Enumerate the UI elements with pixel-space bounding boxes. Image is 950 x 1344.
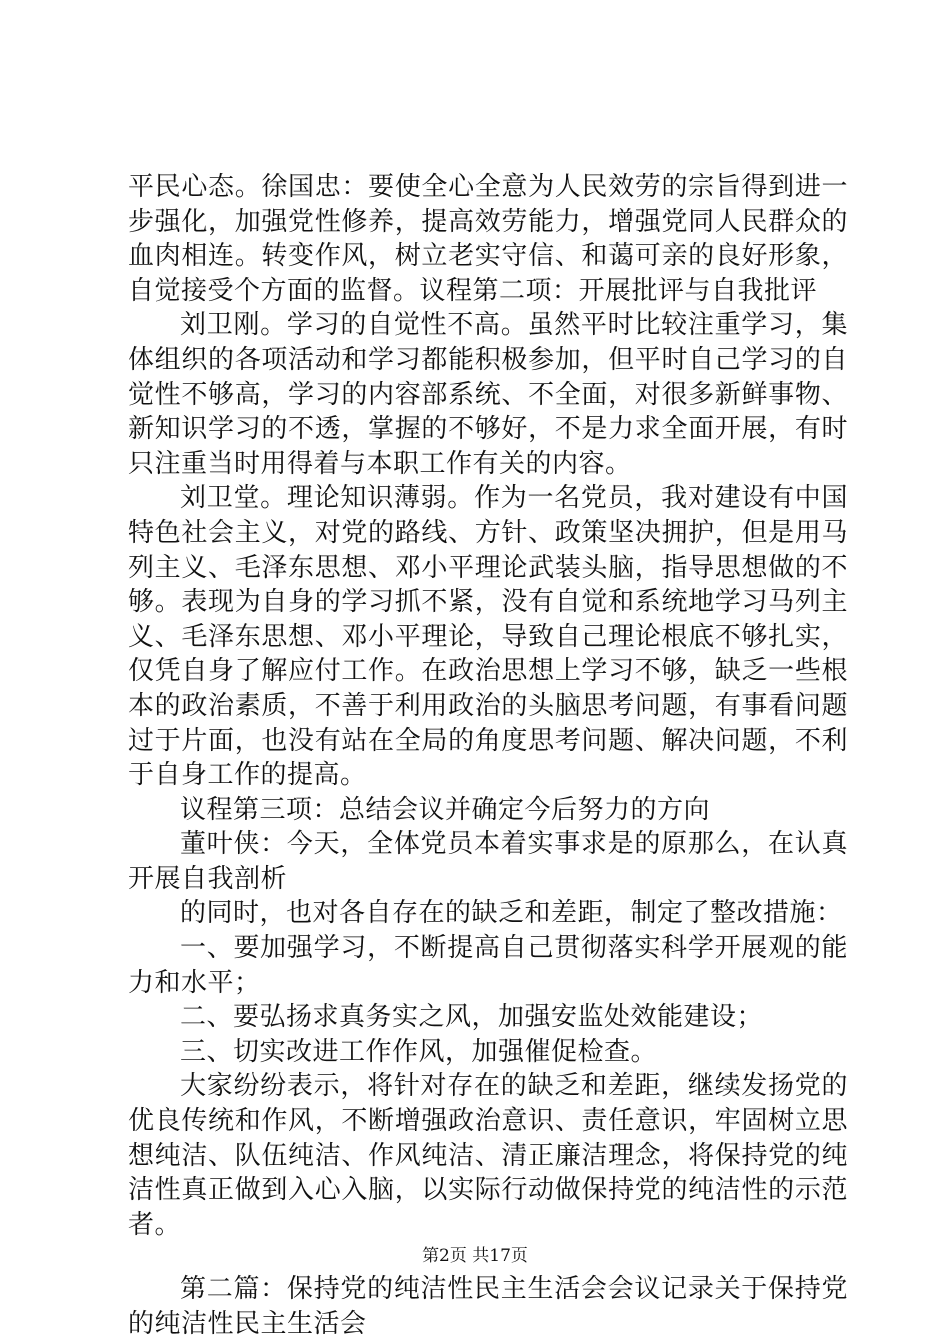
paragraph: 一、要加强学习，不断提高自己贯彻落实科学开展观的能力和水平； — [128, 933, 848, 998]
paragraph: 刘卫刚。学习的自觉性不高。虽然平时比较注重学习，集体组织的各项活动和学习都能积极参加，但平时自己学习的自觉性不够高，学习的内容部系统、不全面，对很多新鲜事物、新知识学习的不透，掌握的不够好，不是力求全面开展，有时只注重当时用得着与本职工作有关的内容。 — [128, 310, 848, 479]
paragraph: 二、要弘扬求真务实之风，加强安监处效能建设； — [180, 1002, 764, 1033]
section-heading: 第二篇：保持党的纯洁性民主生活会会议记录关于保持党的纯洁性民主生活会 — [128, 1274, 848, 1339]
paragraph: 的同时，也对各自存在的缺乏和差距，制定了整改措施： — [180, 898, 843, 929]
paragraph: 大家纷纷表示，将针对存在的缺乏和差距，继续发扬党的优良传统和作风，不断增强政治意识、责任意识，牢固树立思想纯洁、队伍纯洁、作风纯洁、清正廉洁理念，将保持党的纯洁性真正做到入心入脑，以实际行动做保持党的纯洁性的示范者。 — [128, 1071, 848, 1240]
paragraph: 董叶侠：今天，全体党员本着实事求是的原那么，在认真开展自我剖析 — [128, 829, 848, 894]
paragraph: 平民心态。徐国忠：要使全心全意为人民效劳的宗旨得到进一步强化，加强党性修养，提高效劳能力，增强党同人民群众的血肉相连。转变作风，树立老实守信、和蔼可亲的良好形象，自觉接受个方面的监督。议程第二项：开展批评与自我批评 — [128, 172, 848, 306]
paragraph: 刘卫堂。理论知识薄弱。作为一名党员，我对建设有中国特色社会主义，对党的路线、方针、政策坚决拥护，但是用马列主义、毛泽东思想、邓小平理论武装头脑，指导思想做的不够。表现为自身的学习抓不紧，没有自觉和系统地学习马列主义、毛泽东思想、邓小平理论，导致自己理论根底不够扎实，仅凭自身了解应付工作。在政治思想上学习不够，缺乏一些根本的政治素质，不善于利用政治的头脑思考问题，有事看问题过于片面，也没有站在全局的角度思考问题、解决问题，不利于自身工作的提高。 — [128, 483, 848, 791]
paragraph: 议程第三项：总结会议并确定今后努力的方向 — [180, 794, 711, 825]
page-footer: 第2页 共17页 — [422, 1246, 528, 1266]
document-body — [128, 170, 848, 1342]
paragraph: 三、切实改进工作作风，加强催促检查。 — [180, 1036, 658, 1067]
